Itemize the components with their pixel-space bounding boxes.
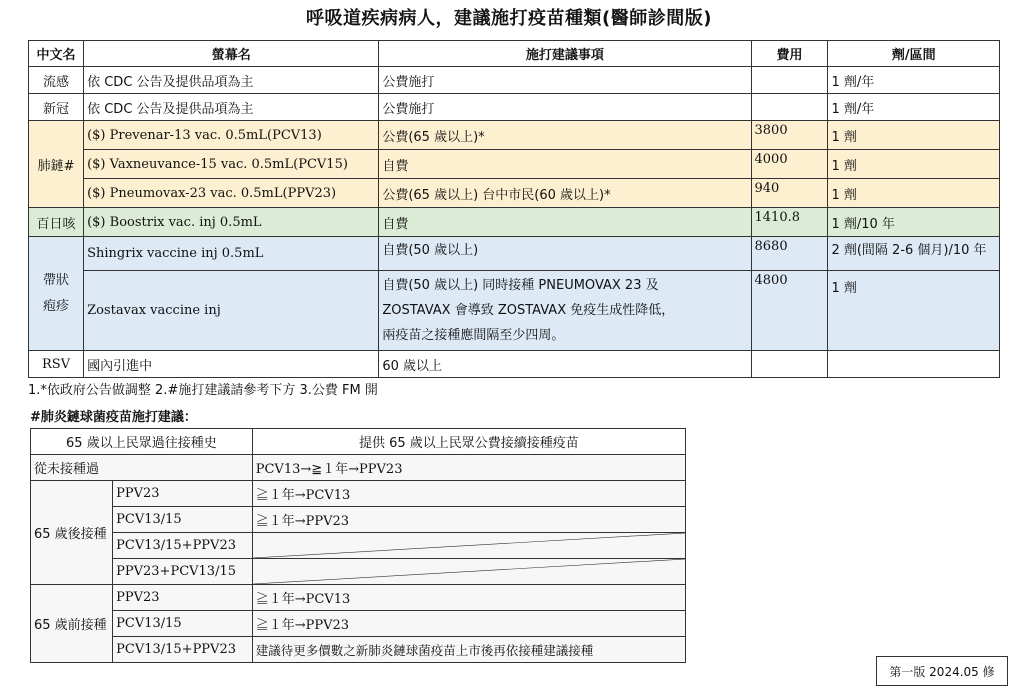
cost: 1410.8 [751,208,828,237]
pcv-table [30,428,686,663]
advice-line3: 兩疫苗之接種應間隔至少四周。 [382,328,565,343]
screen-name: Zostavax vaccine inj [84,271,379,351]
cost: 4800 [751,271,828,351]
table-row [31,481,686,507]
dose: 1 劑/10 年 [828,208,1000,237]
advice: ≧１年→PCV13 [252,481,685,507]
header-advice: 施打建議事項 [379,41,751,67]
advice: 公費施打 [379,67,751,94]
advice: 公費施打 [379,94,751,121]
table-row [29,179,1000,208]
pcv-header-history: 65 歲以上民眾過往接種史 [31,429,253,455]
screen-name: ($) Pneumovax-23 vac. 0.5mL(PPV23) [84,179,379,208]
table-row [31,455,686,481]
history: PPV23 [113,481,253,507]
cost: 4000 [751,150,828,179]
footnotes: 1.*依政府公告做調整 2.#施打建議請參考下方 3.公費 FM 開 [28,383,378,398]
dose: 1 劑 [828,150,1000,179]
advice: 公費(65 歲以上)* [379,121,751,150]
group-zoster-line1: 帶狀 [43,272,70,288]
header-screen-name: 螢幕名 [84,41,379,67]
dose: 1 劑 [828,179,1000,208]
dose [828,351,1000,378]
pcv-section-title: #肺炎鏈球菌疫苗施打建議： [30,410,197,425]
history: PPV23+PCV13/15 [113,559,253,585]
screen-name: 國內引進中 [84,351,379,378]
table-row [29,150,1000,179]
advice-line1: 自費(50 歲以上) 同時接種 PNEUMOVAX 23 及 [382,278,659,293]
table-row [29,67,1000,94]
group-covid: 新冠 [29,94,84,121]
cost: 8680 [751,237,828,271]
history: PCV13/15+PPV23 [113,533,253,559]
header-dose: 劑/區間 [828,41,1000,67]
group-rsv: RSV [29,351,84,378]
table-row [31,585,686,611]
advice: 自費 [379,208,751,237]
header-chinese-name: 中文名 [29,41,84,67]
dose: 1 劑/年 [828,94,1000,121]
vaccine-table-header [29,41,1000,67]
table-row [31,559,686,585]
history: PPV23 [113,585,253,611]
cost: 940 [751,179,828,208]
screen-name: ($) Vaxneuvance-15 vac. 0.5mL(PCV15) [84,150,379,179]
pcv-header-advice: 提供 65 歲以上民眾公費接續接種疫苗 [252,429,685,455]
advice: ≧１年→PPV23 [252,611,685,637]
table-row [29,94,1000,121]
table-row [31,533,686,559]
advice: ≧１年→PPV23 [252,507,685,533]
cost [751,94,828,121]
table-row [29,237,1000,271]
table-row [29,121,1000,150]
table-row [29,271,1000,351]
screen-name: ($) Boostrix vac. inj 0.5mL [84,208,379,237]
advice [379,271,751,351]
cost: 3800 [751,121,828,150]
vaccine-table [28,40,1000,378]
not-applicable-cell [252,559,685,585]
diagonal-strike [253,559,685,584]
screen-name: 依 CDC 公告及提供品項為主 [84,67,379,94]
after65-label: 65 歲後接種 [31,481,113,585]
advice: ≧１年→PCV13 [252,585,685,611]
cost [751,351,828,378]
history: PCV13/15 [113,611,253,637]
advice: 自費(50 歲以上) [379,237,751,271]
table-row [31,507,686,533]
header-cost: 費用 [751,41,828,67]
screen-name: Shingrix vaccine inj 0.5mL [84,237,379,271]
screen-name: 依 CDC 公告及提供品項為主 [84,94,379,121]
table-row [31,611,686,637]
page-title: 呼吸道疾病病人，建議施打疫苗種類(醫師診間版) [306,8,712,29]
before65-label: 65 歲前接種 [31,585,113,663]
group-zoster-line2: 疱疹 [43,298,70,314]
advice: 60 歲以上 [379,351,751,378]
dose: 1 劑 [828,271,1000,351]
pcv-table-header [31,429,686,455]
advice: 自費 [379,150,751,179]
group-flu: 流感 [29,67,84,94]
dose: 1 劑/年 [828,67,1000,94]
dose: 1 劑 [828,121,1000,150]
group-pertussis: 百日咳 [29,208,84,237]
history: PCV13/15 [113,507,253,533]
advice: 公費(65 歲以上) 台中市民(60 歲以上)* [379,179,751,208]
advice: 建議待更多價數之新肺炎鏈球菌疫苗上市後再依接種建議接種 [252,637,685,663]
group-zoster [29,237,84,351]
diagonal-strike [253,533,685,558]
group-pneumococcal: 肺鏈# [29,121,84,208]
screen-name: ($) Prevenar-13 vac. 0.5mL(PCV13) [84,121,379,150]
history: PCV13/15+PPV23 [113,637,253,663]
dose: 2 劑(間隔 2-6 個月)/10 年 [828,237,1000,271]
cost [751,67,828,94]
table-row [29,208,1000,237]
table-row [29,351,1000,378]
table-row [31,637,686,663]
advice-line2: ZOSTAVAX 會導致 ZOSTAVAX 免疫生成性降低， [382,303,675,318]
never-vaccinated-advice: PCV13→≧１年→PPV23 [252,455,685,481]
not-applicable-cell [252,533,685,559]
version-label: 第一版 2024.05 修 [876,656,1008,686]
never-vaccinated-label: 從未接種過 [31,455,253,481]
